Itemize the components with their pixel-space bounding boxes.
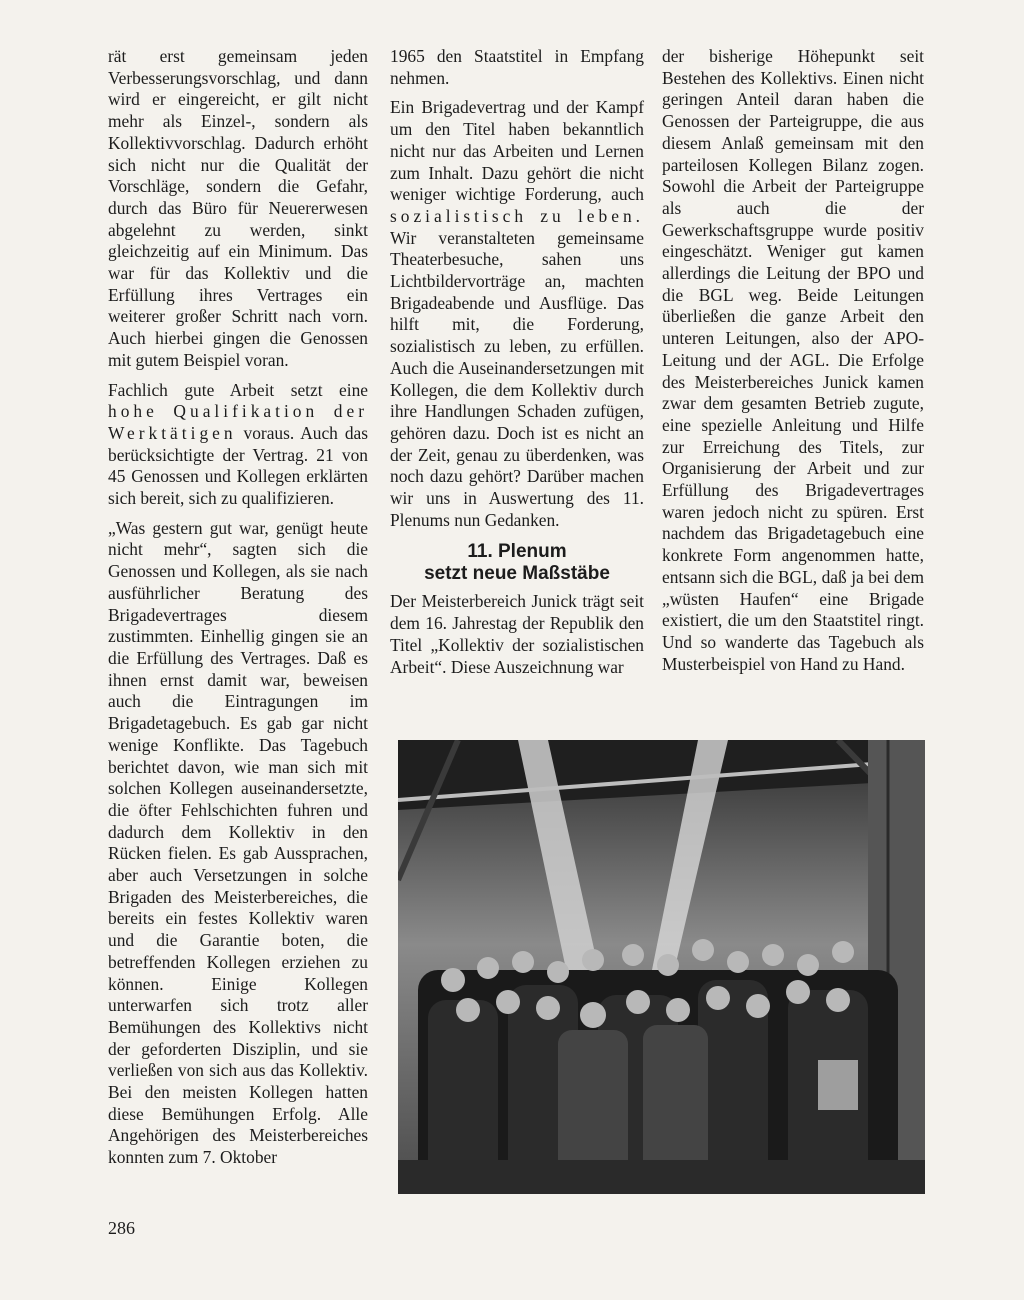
group-photo	[398, 740, 925, 1194]
text-column-2	[390, 46, 644, 678]
text-column-1	[108, 46, 368, 1169]
paragraph: „Was gestern gut war, genügt heute nicht mehr“, sagten sich die Genossen und Kollegen, als sie nach ausführlicher Beratung des Brigadevertrages diesem zustimmten. Einhellig gingen sie an die Erfüllung des Vertrages. Daß es ihnen ernst damit war, beweisen auch die Eintragungen im Brigadetagebuch. Es gab gar nicht wenige Konflikte. Das Tagebuch berichtet davon, wie man sich mit solchen Kollegen auseinandersetzte, die öfter Fehlschichten fuhren und dadurch dem Kollektiv in den Rücken fielen. Es gab Aussprachen, aber auch Versetzungen in solche Brigaden des Meisterbereiches, die bereits ein festes Kollektiv waren und die Garantie boten, die betreffenden Kollegen erziehen zu können. Einige Kollegen unterwarfen sich trotz aller Bemühungen des Kollektivs nicht der geforderten Disziplin, und sie verließen von sich aus das Kollektiv. Bei den meisten Kollegen hatten diese Bemühungen Erfolg. Alle Angehörigen des Meisterbereiches konnten zum 7. Oktober	[108, 517, 368, 1168]
spaced-text-run: sozialistisch zu leben.	[390, 205, 644, 226]
paragraph: 1965 den Staatstitel in Empfang nehmen.	[390, 46, 644, 88]
section-heading-line: 11. Plenum	[467, 541, 567, 563]
paragraph: Der Meisterbereich Junick trägt seit dem 16. Jahrestag der Republik den Titel „Kollektiv der sozialistischen Arbeit“. Diese Auszeichnung war	[390, 591, 644, 677]
text-run: Ein Brigadevertrag und der Kampf um den Titel haben bekanntlich nicht nur das Arbeiten und Lernen zum Inhalt. Dazu gehört die nicht weniger wichtige Forderung, auch	[390, 97, 644, 205]
paragraph	[390, 97, 644, 531]
paragraph	[108, 380, 368, 510]
text-run: Fachlich gute Arbeit setzt eine	[108, 379, 368, 400]
text-run: Wir veranstalteten gemeinsame Theaterbesuche, sahen uns Lichtbildervorträge an, machten Brigadeabende und Ausflüge. Das hilft mit, die Forderung, sozialistisch zu leben, zu erfüllen. Auch die Auseinandersetzungen mit Kollegen, die dem Kollektiv durch ihre Handlungen Schaden zufügen, gehören dazu. Doch ist es nicht an der Zeit, genau zu überdenken, was noch dazu gehört? Darüber machen wir uns in Auswertung des 11. Plenums nun Gedanken.	[390, 227, 644, 530]
spaced-text-run: hohe Qualifikation der Werktätigen	[108, 401, 368, 443]
section-heading-line: setzt neue Maßstäbe	[424, 563, 610, 585]
paragraph: rät erst gemeinsam jeden Verbesserungsvorschlag, und dann wird er eingereicht, er gilt nicht mehr als Einzel-, sondern als Kollektivvorschlag. Dadurch erhöht sich nicht nur die Qualität der Vorschläge, sondern die Gefahr, durch das Büro für Neuererwesen abgelehnt zu werden, sinkt gleichzeitig auf ein Minimum. Das war für das Kollektiv und die Erfüllung ihres Vertrages ein weiterer großer Schritt nach vorn. Auch hierbei gingen die Genossen mit gutem Beispiel voran.	[108, 46, 368, 370]
paragraph: der bisherige Höhepunkt seit Bestehen des Kollektivs. Einen nicht geringen Anteil daran haben die Genossen der Parteigruppe, die aus diesem Anlaß gemeinsam mit den parteilosen Kollegen Bilanz zogen. Sowohl die Arbeit der Parteigruppe als auch die der Gewerkschaftsgruppe wurde positiv eingeschätzt. Weniger gut kamen allerdings die Leitung der BPO und die BGL weg. Beide Leitungen überließen die ganze Arbeit den unteren Leitungen, also der APO-Leitung und der AGL. Die Erfolge des Meisterbereiches Junick kamen zwar dem gesamten Betrieb zugute, eine spezielle Anleitung und Hilfe zur Erreichung des Titels, zur Organisierung der Arbeit und zur Erfüllung des Brigadevertrages waren jedoch nicht zu spüren. Erst nachdem das Brigadetagebuch eine konkrete Form angenommen hatte, entsann sich die BGL, daß ja bei dem „wüsten Haufen“ eine Brigade existiert, die um den Staatstitel ringt. Und so wanderte das Tagebuch als Musterbeispiel von Hand zu Hand.	[662, 46, 924, 674]
section-heading	[390, 541, 644, 585]
text-run: voraus. Auch das berücksichtigte der Vertrag. 21 von 45 Genossen und Kollegen erklärten sich bereit, sich zu qualifizieren.	[108, 422, 368, 509]
page-number: 286	[108, 1218, 135, 1238]
text-column-3	[662, 46, 924, 675]
group-photo-illustration	[398, 740, 925, 1194]
